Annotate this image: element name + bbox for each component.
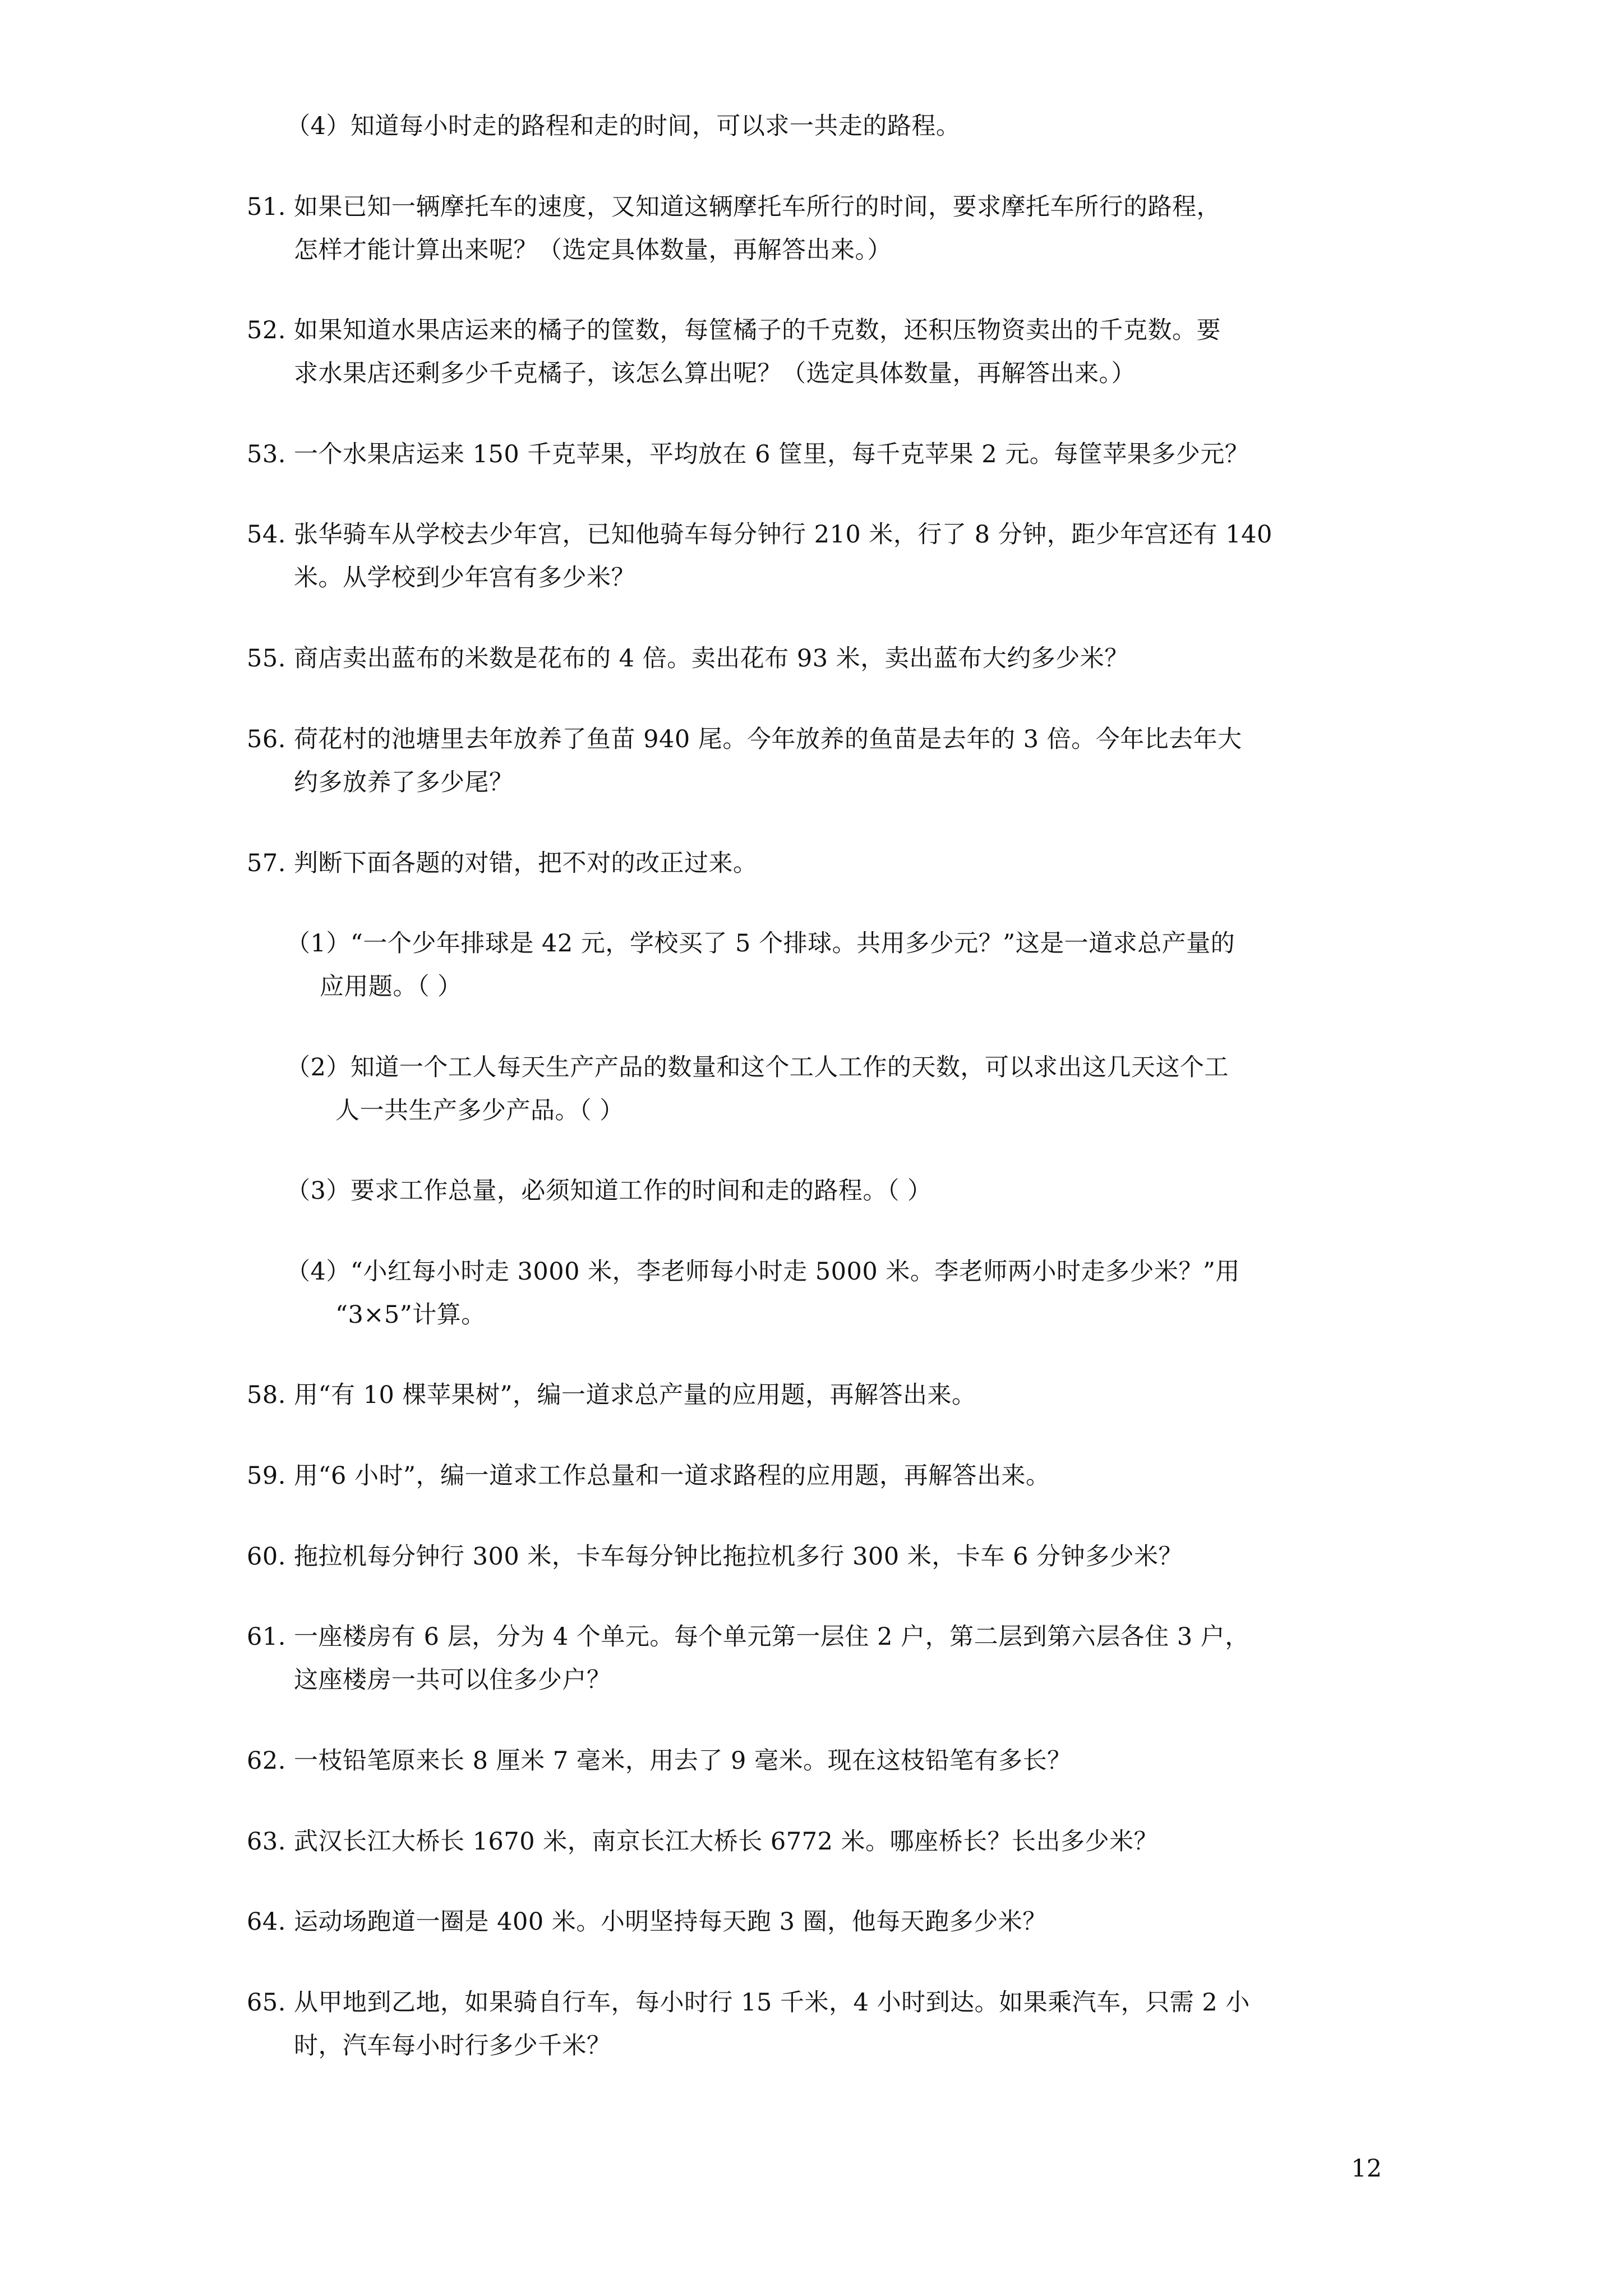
line-text: 荷花村的池塘里去年放养了鱼苗 940 尾。今年放养的鱼苗是去年的 3 倍。今年比去年大 [294,725,1242,753]
question-number: 65. [247,1989,286,2017]
question-61-cont [294,1664,611,1696]
question-57-item-4-cont [335,1299,486,1331]
question-54-cont [294,562,635,593]
line-text: 从甲地到乙地，如果骑自行车，每小时行 15 千米，4 小时到达。如果乘汽车，只需 2 小 [294,1989,1250,2017]
sub-item-4-speed [286,111,960,142]
question-64 [247,1906,1047,1938]
question-number: 59. [247,1462,286,1490]
line-text: 如果知道水果店运来的橘子的筐数，每筐橘子的千克数，还积压物资卖出的千克数。要 [294,316,1221,344]
question-61 [247,1621,1249,1653]
question-57-item-2-cont [335,1095,624,1126]
line-text: 时，汽车每小时行多少千米？ [294,2032,611,2060]
question-number: 63. [247,1828,286,1856]
question-57 [247,848,758,879]
question-51 [247,191,1221,223]
question-number: 53. [247,440,286,468]
question-57-item-1 [286,928,1235,959]
line-text: 武汉长江大桥长 1670 米，南京长江大桥长 6772 米。哪座桥长？长出多少米？ [294,1828,1159,1856]
question-number: 55. [247,645,286,673]
line-text: （2）知道一个工人每天生产产品的数量和这个工人工作的天数，可以求出这几天这个工 [286,1053,1229,1082]
question-60 [247,1541,1183,1572]
line-text: 用“有 10 棵苹果树”，编一道求总产量的应用题，再解答出来。 [294,1381,976,1409]
question-57-item-3 [286,1175,932,1207]
line-text: 人一共生产多少产品。（ ） [335,1097,624,1125]
question-number: 52. [247,316,286,344]
question-52 [247,315,1221,346]
line-text: 应用题。（ ） [320,973,462,1001]
line-text: “3×5”计算。 [335,1301,486,1329]
question-56-cont [294,767,514,798]
question-58 [247,1379,976,1411]
question-63 [247,1826,1158,1857]
line-text: 怎样才能计算出来呢？（选定具体数量，再解答出来。） [294,236,892,264]
line-text: 判断下面各题的对错，把不对的改正过来。 [294,849,758,877]
question-number: 61. [247,1623,286,1651]
line-text: 约多放养了多少尾？ [294,769,514,797]
question-62 [247,1745,1072,1777]
line-text: 运动场跑道一圈是 400 米。小明坚持每天跑 3 圈，他每天跑多少米？ [294,1908,1047,1936]
question-51-cont [294,234,892,266]
line-text: 用“6 小时”，编一道求工作总量和一道求路程的应用题，再解答出来。 [294,1462,1050,1490]
question-59 [247,1460,1050,1492]
line-text: 一个水果店运来 150 千克苹果，平均放在 6 筐里，每千克苹果 2 元。每筐苹果多少元？ [294,440,1249,468]
line-text: 张华骑车从学校去少年宫，已知他骑车每分钟行 210 米，行了 8 分钟，距少年宫还有 140 [294,521,1272,549]
question-number: 51. [247,193,286,221]
question-54 [247,519,1272,550]
question-number: 58. [247,1381,286,1409]
line-text: 这座楼房一共可以住多少户？ [294,1666,611,1694]
question-65-cont [294,2030,611,2062]
line-text: 米。从学校到少年宫有多少米？ [294,564,635,592]
question-55 [247,643,1129,674]
question-number: 60. [247,1543,286,1571]
line-text: 一座楼房有 6 层，分为 4 个单元。每个单元第一层住 2 户，第二层到第六层各住 3 户， [294,1623,1249,1651]
question-number: 62. [247,1747,286,1775]
question-57-item-1-cont [320,971,462,1002]
question-53 [247,439,1249,470]
question-56 [247,724,1242,755]
line-text: 如果已知一辆摩托车的速度，又知道这辆摩托车所行的时间，要求摩托车所行的路程， [294,193,1221,221]
line-text: （3）要求工作总量，必须知道工作的时间和走的路程。（ ） [286,1177,932,1205]
line-text: 拖拉机每分钟行 300 米，卡车每分钟比拖拉机多行 300 米，卡车 6 分钟多少米？ [294,1543,1183,1571]
question-number: 57. [247,849,286,877]
line-text: （4）“小红每小时走 3000 米，李老师每小时走 5000 米。李老师两小时走多少米？”用 [286,1258,1240,1286]
question-number: 56. [247,725,286,753]
line-text: （1）“一个少年排球是 42 元，学校买了 5 个排球。共用多少元？”这是一道求总产量的 [286,930,1235,958]
line-text: 商店卖出蓝布的米数是花布的 4 倍。卖出花布 93 米，卖出蓝布大约多少米？ [294,645,1129,673]
line-text: （4）知道每小时走的路程和走的时间，可以求一共走的路程。 [286,112,961,140]
line-text: 求水果店还剩多少千克橘子，该怎么算出呢？（选定具体数量，再解答出来。） [294,360,1136,388]
line-text: 一枝铅笔原来长 8 厘米 7 毫米，用去了 9 毫米。现在这枝铅笔有多长？ [294,1747,1072,1775]
question-number: 64. [247,1908,286,1936]
page-number: 12 [1351,2155,1382,2183]
question-57-item-2 [286,1052,1229,1083]
question-number: 54. [247,521,286,549]
question-57-item-4 [286,1256,1240,1287]
question-65 [247,1987,1250,2018]
question-52-cont [294,358,1136,389]
